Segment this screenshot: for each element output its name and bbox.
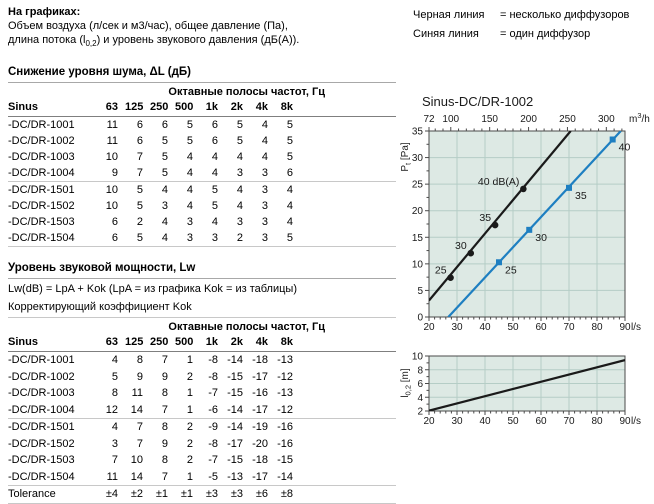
svg-text:200: 200 [520,114,537,125]
cell-value: 3 [261,216,268,228]
cell-value: 3 [186,216,193,228]
cell-value: ±2 [130,488,143,500]
table-group [8,485,396,503]
legend-value: = несколько диффузоров [500,9,630,21]
cell-value: 4 [236,184,243,196]
subscript: 0,2 [85,39,97,48]
cell-value: 4 [286,200,293,212]
cell-value: 4 [161,232,168,244]
column-header: 2k [230,101,243,113]
point-label: 40 [618,141,631,154]
svg-text:Pt [Pa]: $P_t$ [Pa] [400,142,413,172]
cell-value: 4 [186,167,193,179]
cell-value: 7 [161,470,168,483]
table-row [8,117,396,133]
row-label: -DC/DR-1504 [8,470,75,483]
cell-value: 8 [161,421,168,433]
column-header: 250 [150,336,169,348]
cell-value: 6 [211,119,218,131]
cell-value: 14 [130,470,143,483]
cell-value: 11 [131,387,143,399]
cell-value: 3 [161,200,168,212]
svg-text:25: 25 [411,179,423,191]
cell-value: ±8 [280,488,293,500]
svg-text:50: 50 [507,322,519,333]
cell-value: 6 [136,135,143,147]
cell-value: 2 [236,232,243,244]
table-header-row [8,99,396,117]
cell-value: 11 [106,135,118,147]
svg-text:l0,2 [m]: $l_{0,2}$ [m] [400,368,413,398]
octave-band-header: Октавные полосы частот, Гц [168,321,325,333]
point-label: 25 [434,264,447,277]
column-header: 1k [205,336,218,348]
cell-value: 5 [286,135,293,147]
svg-text:72: 72 [423,114,435,125]
row-label: -DC/DR-1502 [8,437,75,450]
svg-text:60: 60 [535,322,547,333]
cell-value: -17 [252,403,268,416]
throw-length-chart [400,352,641,428]
svg-text:8: 8 [417,365,423,377]
svg-text:4: 4 [417,392,423,404]
cell-value: 5 [236,119,243,131]
point-label: 30 [535,231,547,244]
cell-value: -7 [208,387,218,399]
cell-value: -13 [277,354,293,366]
svg-text:0: 0 [417,312,423,324]
intro-line-2: длина потока $(l_{0,2})$ и уровень звукового давления (дБ(А)). [8,34,300,48]
cell-value: -13 [227,470,243,483]
cell-value: 3 [111,437,118,450]
table-row [8,469,396,486]
cell-value: 4 [261,119,268,131]
cell-value: 4 [261,151,268,163]
cell-value: -14 [227,403,243,416]
cell-value: 2 [136,216,143,228]
svg-text:10: 10 [411,259,423,271]
table-group [8,181,396,246]
point-label: 35 [575,189,587,202]
cell-value: 4 [186,200,193,212]
column-header: 4k [255,336,268,348]
svg-text:6: 6 [417,379,423,390]
column-header: 4k [255,101,268,113]
svg-text:40: 40 [479,416,491,427]
left-column [8,5,396,504]
cell-value: 12 [105,403,118,416]
cell-value: 7 [111,454,118,466]
cell-value: 4 [261,135,268,147]
cell-value: 7 [136,167,143,179]
cell-value: -14 [227,421,243,433]
cell-value: 4 [211,151,218,163]
table-body [8,352,396,504]
cell-value: 9 [136,370,143,383]
cell-value: 5 [161,151,168,163]
svg-text:20: 20 [423,322,435,333]
legend-label: Черная линия [413,9,485,21]
legend-label: Синяя линия [413,28,479,40]
table-row [8,133,396,149]
cell-value: -17 [252,470,268,483]
divider [8,317,396,318]
sound-power-table [8,262,396,504]
cell-value: 3 [261,232,268,244]
cell-value: 8 [136,354,143,366]
cell-value: ±6 [255,488,268,500]
table-header-row [8,334,396,352]
cell-value: 2 [186,421,193,433]
cell-value: 5 [236,135,243,147]
row-label: -DC/DR-1002 [8,370,75,383]
cell-value: 7 [136,437,143,450]
cell-value: -15 [227,370,243,383]
svg-text:100: 100 [442,114,460,125]
cell-value: 11 [106,470,118,483]
cell-value: ±4 [105,488,118,500]
svg-text:70: 70 [563,322,575,333]
table-group [8,418,396,485]
column-header: 250 [150,101,169,113]
cell-value: 4 [211,167,218,179]
cell-value: 3 [211,232,218,244]
intro-text [8,5,396,51]
table-row [8,486,396,503]
table-row [8,165,396,181]
cell-value: 11 [106,119,118,131]
column-header: 1k [205,101,218,113]
cell-value: -8 [208,354,218,366]
svg-text:250: 250 [559,114,576,125]
column-header: 125 [125,336,144,348]
cell-value: 8 [111,387,118,399]
svg-text:300: 300 [597,114,615,125]
table-row [8,230,396,246]
column-header: 8k [280,336,293,348]
cell-value: 5 [161,167,168,179]
svg-text:90: 90 [619,322,631,333]
cell-value: 2 [186,370,193,383]
cell-value: 3 [236,216,243,228]
cell-value: -12 [277,403,293,416]
cell-value: 4 [286,216,293,228]
svg-text:40: 40 [479,322,491,333]
cell-value: 5 [286,119,293,131]
legend-row-blue [413,25,629,44]
cell-value: -12 [277,370,293,383]
cell-value: ±3 [205,488,218,500]
row-label: -DC/DR-1003 [8,151,75,163]
cell-value: -14 [227,354,243,366]
cell-value: -13 [277,387,293,399]
cell-value: -5 [208,470,218,483]
svg-text:30: 30 [411,153,423,165]
cell-value: 5 [136,232,143,244]
column-header: Sinus [8,101,38,113]
svg-text:15: 15 [411,232,423,244]
cell-value: 7 [161,403,168,416]
cell-value: 5 [111,370,118,383]
column-header: 63 [105,336,118,348]
cell-value: 6 [136,119,143,131]
cell-value: ±1 [155,488,168,500]
table-title: Снижение уровня шума, ΔL (дБ) [8,66,396,83]
column-header: 500 [175,336,194,348]
svg-text:10: 10 [411,351,423,363]
cell-value: 4 [186,151,193,163]
cell-value: 9 [111,167,118,179]
noise-reduction-table [8,66,396,247]
row-label: -DC/DR-1003 [8,387,75,399]
row-label: -DC/DR-1501 [8,421,75,433]
svg-text:80: 80 [591,416,603,427]
svg-text:20: 20 [411,206,423,218]
cell-value: 3 [261,167,268,179]
cell-value: -18 [252,454,268,466]
cell-value: 3 [261,184,268,196]
svg-text:70: 70 [563,416,575,427]
cell-value: 4 [236,200,243,212]
cell-value: 8 [161,387,168,399]
cell-value: -7 [208,454,218,466]
cell-value: 5 [186,119,193,131]
svg-text:l/s: l/s [631,416,641,427]
cell-value: -14 [277,470,293,483]
table-title: Уровень звуковой мощности, Lw [8,262,396,279]
cell-value: 7 [161,354,168,366]
cell-value: 1 [186,387,193,399]
cell-value: 10 [105,151,118,163]
cell-value: 1 [186,470,193,483]
cell-value: 5 [286,151,293,163]
table-row [8,419,396,436]
coefficient-subtitle: Корректирующий коэффициент Kok [8,301,192,313]
cell-value: 9 [161,437,168,450]
svg-text:60: 60 [535,416,547,427]
cell-value: 7 [136,421,143,433]
row-label: -DC/DR-1503 [8,454,75,466]
point-label: 40 dB(A) [477,175,520,188]
cell-value: -20 [252,437,268,450]
row-label: -DC/DR-1001 [8,354,75,366]
cell-value: 9 [161,370,168,383]
cell-value: 10 [105,200,118,212]
cell-value: ±1 [180,488,193,500]
cell-value: 4 [186,184,193,196]
line-legend [413,6,629,44]
cell-value: 3 [236,167,243,179]
column-header: 125 [125,101,144,113]
pressure-chart [400,94,650,333]
table-row [8,436,396,453]
svg-text:2: 2 [417,406,423,418]
formula-text: Lw(dB) = LpA + Kok (LpA = из графика Kok = из таблицы) [8,283,297,295]
cell-value: -17 [252,370,268,383]
table-row [8,149,396,165]
cell-value: 8 [161,454,168,466]
table-body [8,117,396,247]
cell-value: 10 [105,184,118,196]
legend-row-black [413,6,629,25]
svg-text:90: 90 [619,416,631,427]
table-row [8,214,396,230]
cell-value: 4 [211,216,218,228]
column-header: 500 [175,101,194,113]
cell-value: 6 [286,167,293,179]
cell-value: 7 [136,151,143,163]
point-label: 35 [479,212,492,225]
svg-text:l/s: l/s [631,322,641,333]
cell-value: 4 [161,216,168,228]
svg-text:5: 5 [417,285,423,297]
table-row [8,369,396,386]
intro-line-1: Объем воздуха (л/сек и м3/час), общее давление (Па), [8,20,288,32]
cell-value: 5 [286,232,293,244]
cell-value: 3 [261,200,268,212]
table-group [8,352,396,418]
cell-value: 6 [111,232,118,244]
cell-value: 14 [130,403,143,416]
table-row [8,198,396,214]
cell-value: -15 [227,454,243,466]
cell-value: -15 [277,454,293,466]
cell-value: 3 [186,232,193,244]
row-label: Tolerance [8,488,56,500]
cell-value: 2 [186,454,193,466]
cell-value: 4 [161,184,168,196]
svg-text:150: 150 [481,114,499,125]
cell-value: 6 [211,135,218,147]
table-row [8,402,396,419]
cell-value: 1 [186,354,193,366]
cell-value: -15 [227,387,243,399]
column-header: 8k [280,101,293,113]
svg-text:35: 35 [411,126,423,138]
octave-band-header: Октавные полосы частот, Гц [168,86,325,98]
cell-value: -8 [208,370,218,383]
table-row [8,182,396,198]
cell-value: 2 [186,437,193,450]
table-group [8,117,396,181]
cell-value: 6 [111,216,118,228]
svg-text:50: 50 [507,416,519,427]
cell-value: -8 [208,437,218,450]
svg-text:30: 30 [451,322,463,333]
cell-value: -16 [277,421,293,433]
cell-value: -9 [208,421,218,433]
cell-value: 6 [161,119,168,131]
table-row [8,352,396,369]
cell-value: 4 [236,151,243,163]
cell-value: 5 [136,184,143,196]
cell-value: 5 [161,135,168,147]
intro-title: На графиках: [8,6,81,18]
table-row [8,385,396,402]
row-label: -DC/DR-1001 [8,119,75,131]
legend-value: = один диффузор [500,28,591,40]
column-header: 63 [105,101,118,113]
row-label: -DC/DR-1502 [8,200,75,212]
svg-text:20: 20 [423,416,435,427]
point-label: 30 [455,240,467,253]
performance-charts [398,88,654,492]
cell-value: 5 [186,135,193,147]
svg-text:30: 30 [451,416,463,427]
svg-text:80: 80 [591,322,603,333]
cell-value: -18 [252,354,268,366]
row-label: -DC/DR-1002 [8,135,75,147]
table-row [8,452,396,469]
cell-value: 4 [111,421,118,433]
cell-value: 5 [136,200,143,212]
cell-value: -19 [252,421,268,433]
row-label: -DC/DR-1004 [8,167,75,179]
row-label: -DC/DR-1501 [8,184,75,196]
cell-value: 5 [211,184,218,196]
cell-value: ±3 [230,488,243,500]
svg-text:m3/h: $m^3/h$ [629,111,650,125]
row-label: -DC/DR-1503 [8,216,75,228]
cell-value: 1 [186,403,193,416]
cell-value: -16 [252,387,268,399]
cell-value: -6 [208,403,218,416]
cell-value: 5 [211,200,218,212]
row-label: -DC/DR-1004 [8,403,75,416]
column-header: Sinus [8,336,38,348]
row-label: -DC/DR-1504 [8,232,75,244]
chart-title: Sinus-DC/DR-1002 [422,94,534,109]
column-header: 2k [230,336,243,348]
cell-value: -17 [227,437,243,450]
cell-value: 10 [130,454,143,466]
cell-value: 4 [111,354,118,366]
cell-value: -16 [277,437,293,450]
point-label: 25 [505,264,517,277]
cell-value: 4 [286,184,293,196]
